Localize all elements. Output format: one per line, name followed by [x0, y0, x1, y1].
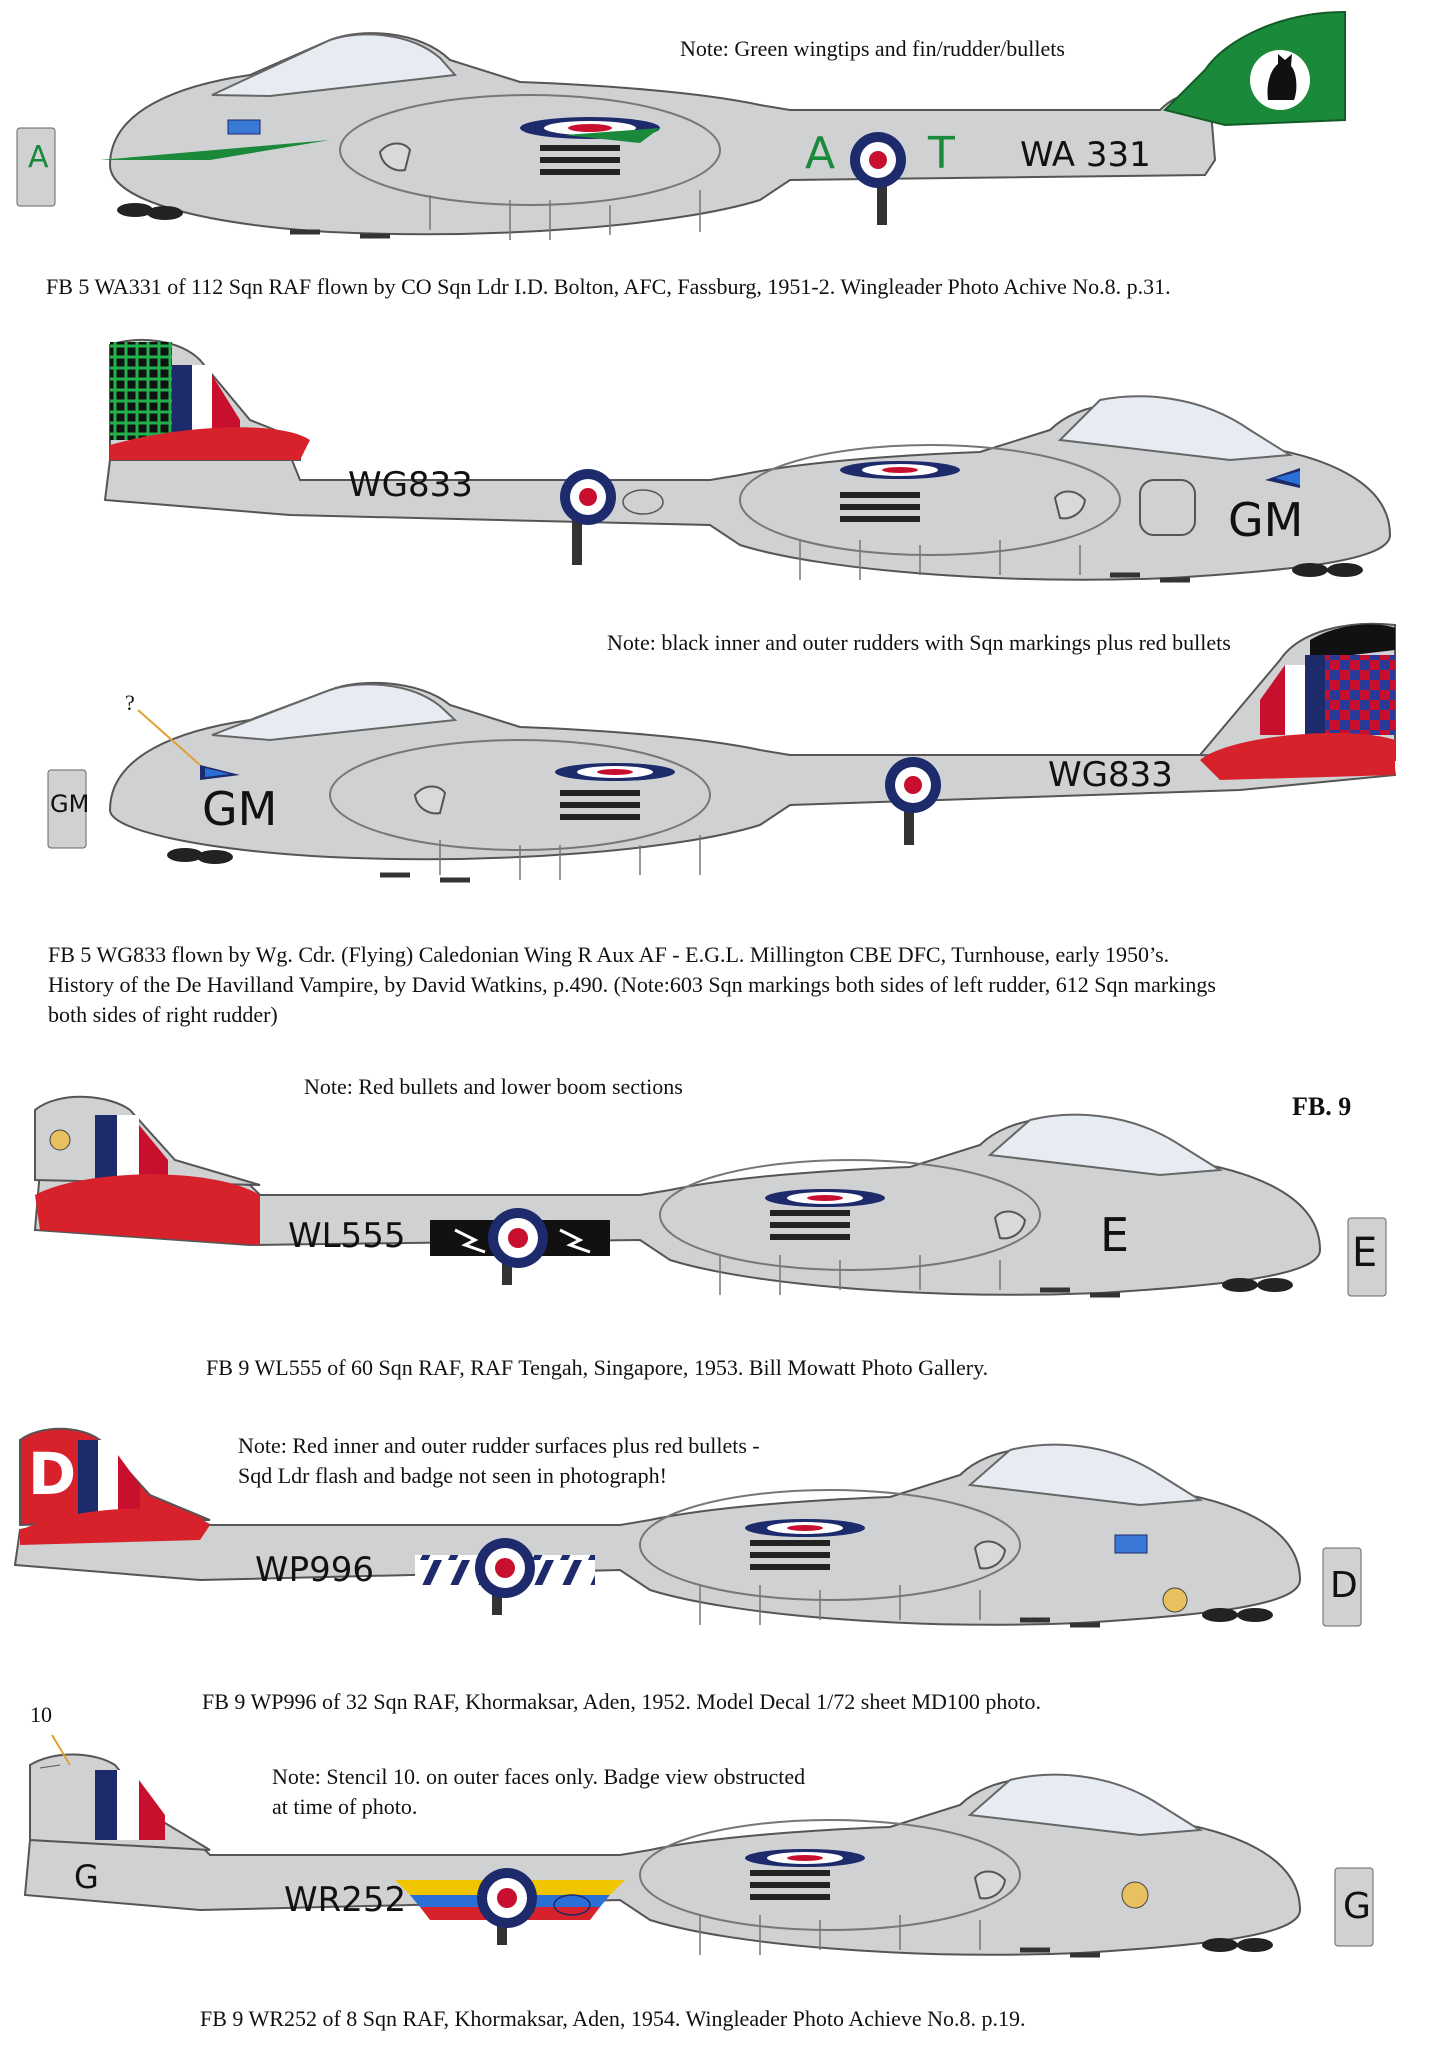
code-wr252: G	[74, 1858, 99, 1896]
serial-wl555: WL555	[288, 1216, 406, 1256]
side-code-wl555: E	[1352, 1230, 1378, 1276]
section-heading-fb9: FB. 9	[1292, 1092, 1352, 1121]
caption-wl555: FB 9 WL555 of 60 Sqn RAF, RAF Tengah, Singapore, 1953. Bill Mowatt Photo Gallery.	[206, 1355, 989, 1380]
fin-letter-wp996: D	[28, 1440, 77, 1508]
serial-wr252: WR252	[284, 1880, 407, 1920]
side-code-wp996: D	[1330, 1565, 1358, 1606]
caption-wr252: FB 9 WR252 of 8 Sqn RAF, Khormaksar, Aden, 1954. Wingleader Photo Achieve No.8. p.19.	[200, 2006, 1026, 2031]
aircraft-4-wl555	[35, 1097, 1386, 1296]
side-code-wr252: G	[1343, 1886, 1371, 1927]
aircraft-2-wg833	[105, 340, 1390, 580]
note-wl555: Note: Red bullets and lower boom sections	[304, 1074, 683, 1099]
serial-wg833-left: WG833	[1048, 755, 1173, 795]
code-wg833-left: GM	[202, 782, 278, 836]
note-wr252-line1: Note: Stencil 10. on outer faces only. Badge view obstructed	[272, 1764, 806, 1789]
code-left-wa331: A	[805, 128, 836, 179]
note-wp996-line2: Sqd Ldr flash and badge not seen in photograph!	[238, 1463, 667, 1488]
caption-wg833-line1: FB 5 WG833 flown by Wg. Cdr. (Flying) Caledonian Wing R Aux AF - E.G.L. Millington CBE DFC, Turnhouse, early 1950’s.	[48, 942, 1170, 967]
question-mark: ?	[125, 690, 135, 715]
note-wr252-line2: at time of photo.	[272, 1794, 418, 1819]
side-code-wg833: GM	[50, 790, 90, 818]
serial-wp996: WP996	[255, 1550, 375, 1590]
side-code-wa331: A	[28, 140, 49, 175]
note-wg833: Note: black inner and outer rudders with Sqn markings plus red bullets	[607, 630, 1231, 655]
serial-wg833-right: WG833	[348, 465, 473, 505]
note-wa331: Note: Green wingtips and fin/rudder/bullets	[680, 36, 1065, 61]
stencil-number: 10	[30, 1702, 52, 1727]
caption-wg833-line3: both sides of right rudder)	[48, 1002, 278, 1027]
aircraft-3-wg833	[48, 624, 1395, 880]
caption-wp996: FB 9 WP996 of 32 Sqn RAF, Khormaksar, Aden, 1952. Model Decal 1/72 sheet MD100 photo.	[202, 1689, 1042, 1714]
serial-wa331: WA 331	[1020, 135, 1151, 175]
code-wl555: E	[1100, 1208, 1130, 1262]
caption-wa331: FB 5 WA331 of 112 Sqn RAF flown by CO Sqn Ldr I.D. Bolton, AFC, Fassburg, 1951-2. Wingleader Photo Achive No.8. p.31.	[46, 274, 1171, 299]
code-right-wa331: T	[928, 128, 955, 179]
caption-wg833-line2: History of the De Havilland Vampire, by David Watkins, p.490. (Note:603 Sqn markings both sides of left rudder, 612 Sqn markings	[48, 972, 1216, 997]
note-wp996-line1: Note: Red inner and outer rudder surfaces plus red bullets -	[238, 1433, 760, 1458]
code-wg833-right: GM	[1228, 493, 1304, 547]
